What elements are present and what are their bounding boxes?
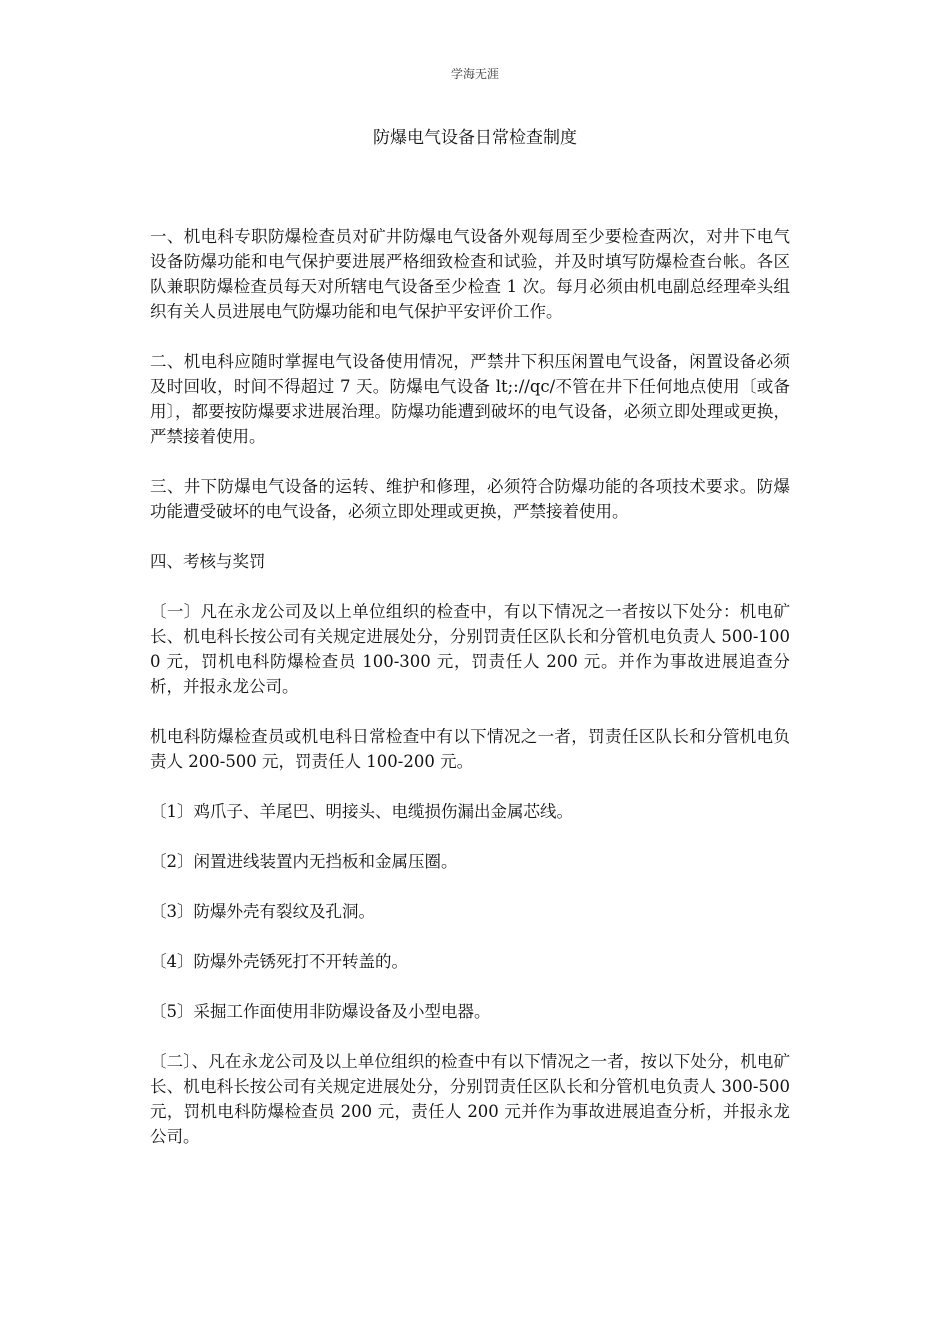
document-body xyxy=(150,224,790,1174)
list-item-4: 〔4〕防爆外壳锈死打不开转盖的。 xyxy=(150,952,408,971)
page-header: 学海无涯 xyxy=(450,67,499,81)
list-item-1: 〔1〕鸡爪子、羊尾巴、明接头、电缆损伤漏出金属芯线。 xyxy=(150,802,573,821)
list-item-2: 〔2〕闲置进线装置内无挡板和金属压圈。 xyxy=(150,852,458,871)
paragraph-section-3: 三、井下防爆电气设备的运转、维护和修理，必须符合防爆功能的各项技术要求。防爆功能遭受破坏的电气设备，必须立即处理或更换，严禁接着使用。 xyxy=(150,477,790,521)
paragraph-section-1: 一、机电科专职防爆检查员对矿井防爆电气设备外观每周至少要检查两次，对井下电气设备防爆功能和电气保护要进展严格细致检查和试验，并及时填写防爆检查台帐。各区队兼职防爆检查员每天对所辖电气设备至少检查 1 次。每月必须由机电副总经理牵头组织有关人员进展电气防爆功能和电气保护平安评价工作。 xyxy=(150,227,790,321)
list-item-5: 〔5〕采掘工作面使用非防爆设备及小型电器。 xyxy=(150,1002,491,1021)
paragraph-daily-check: 机电科防爆检查员或机电科日常检查中有以下情况之一者，罚责任区队长和分管机电负责人 200-500 元，罚责任人 100-200 元。 xyxy=(150,727,790,771)
list-item-3: 〔3〕防爆外壳有裂纹及孔洞。 xyxy=(150,902,375,921)
document-title: 防爆电气设备日常检查制度 xyxy=(373,128,577,148)
paragraph-section-2: 二、机电科应随时掌握电气设备使用情况，严禁井下积压闲置电气设备，闲置设备必须及时回收，时间不得超过 7 天。防爆电气设备 lt;://qc/不管在井下任何地点使用〔或备用〕，都要按防爆要求进展治理。防爆功能遭到破坏的电气设备，必须立即处理或更换，严禁接着使用。 xyxy=(150,352,790,446)
paragraph-penalty-1: 〔一〕凡在永龙公司及以上单位组织的检查中，有以下情况之一者按以下处分：机电矿长、机电科长按公司有关规定进展处分，分别罚责任区队长和分管机电负责人 500-1000 元，罚机电科防爆检查员 100-300 元，罚责任人 200 元。并作为事故进展追查分析，并报永龙公司。 xyxy=(150,602,790,696)
section-heading-assessment: 四、考核与奖罚 xyxy=(150,552,266,571)
paragraph-penalty-2: 〔二〕、凡在永龙公司及以上单位组织的检查中有以下情况之一者，按以下处分，机电矿长、机电科长按公司有关规定进展处分，分别罚责任区队长和分管机电负责人 300-500 元，罚机电科防爆检查员 200 元，责任人 200 元并作为事故进展追查分析，并报永龙公司。 xyxy=(150,1052,790,1146)
